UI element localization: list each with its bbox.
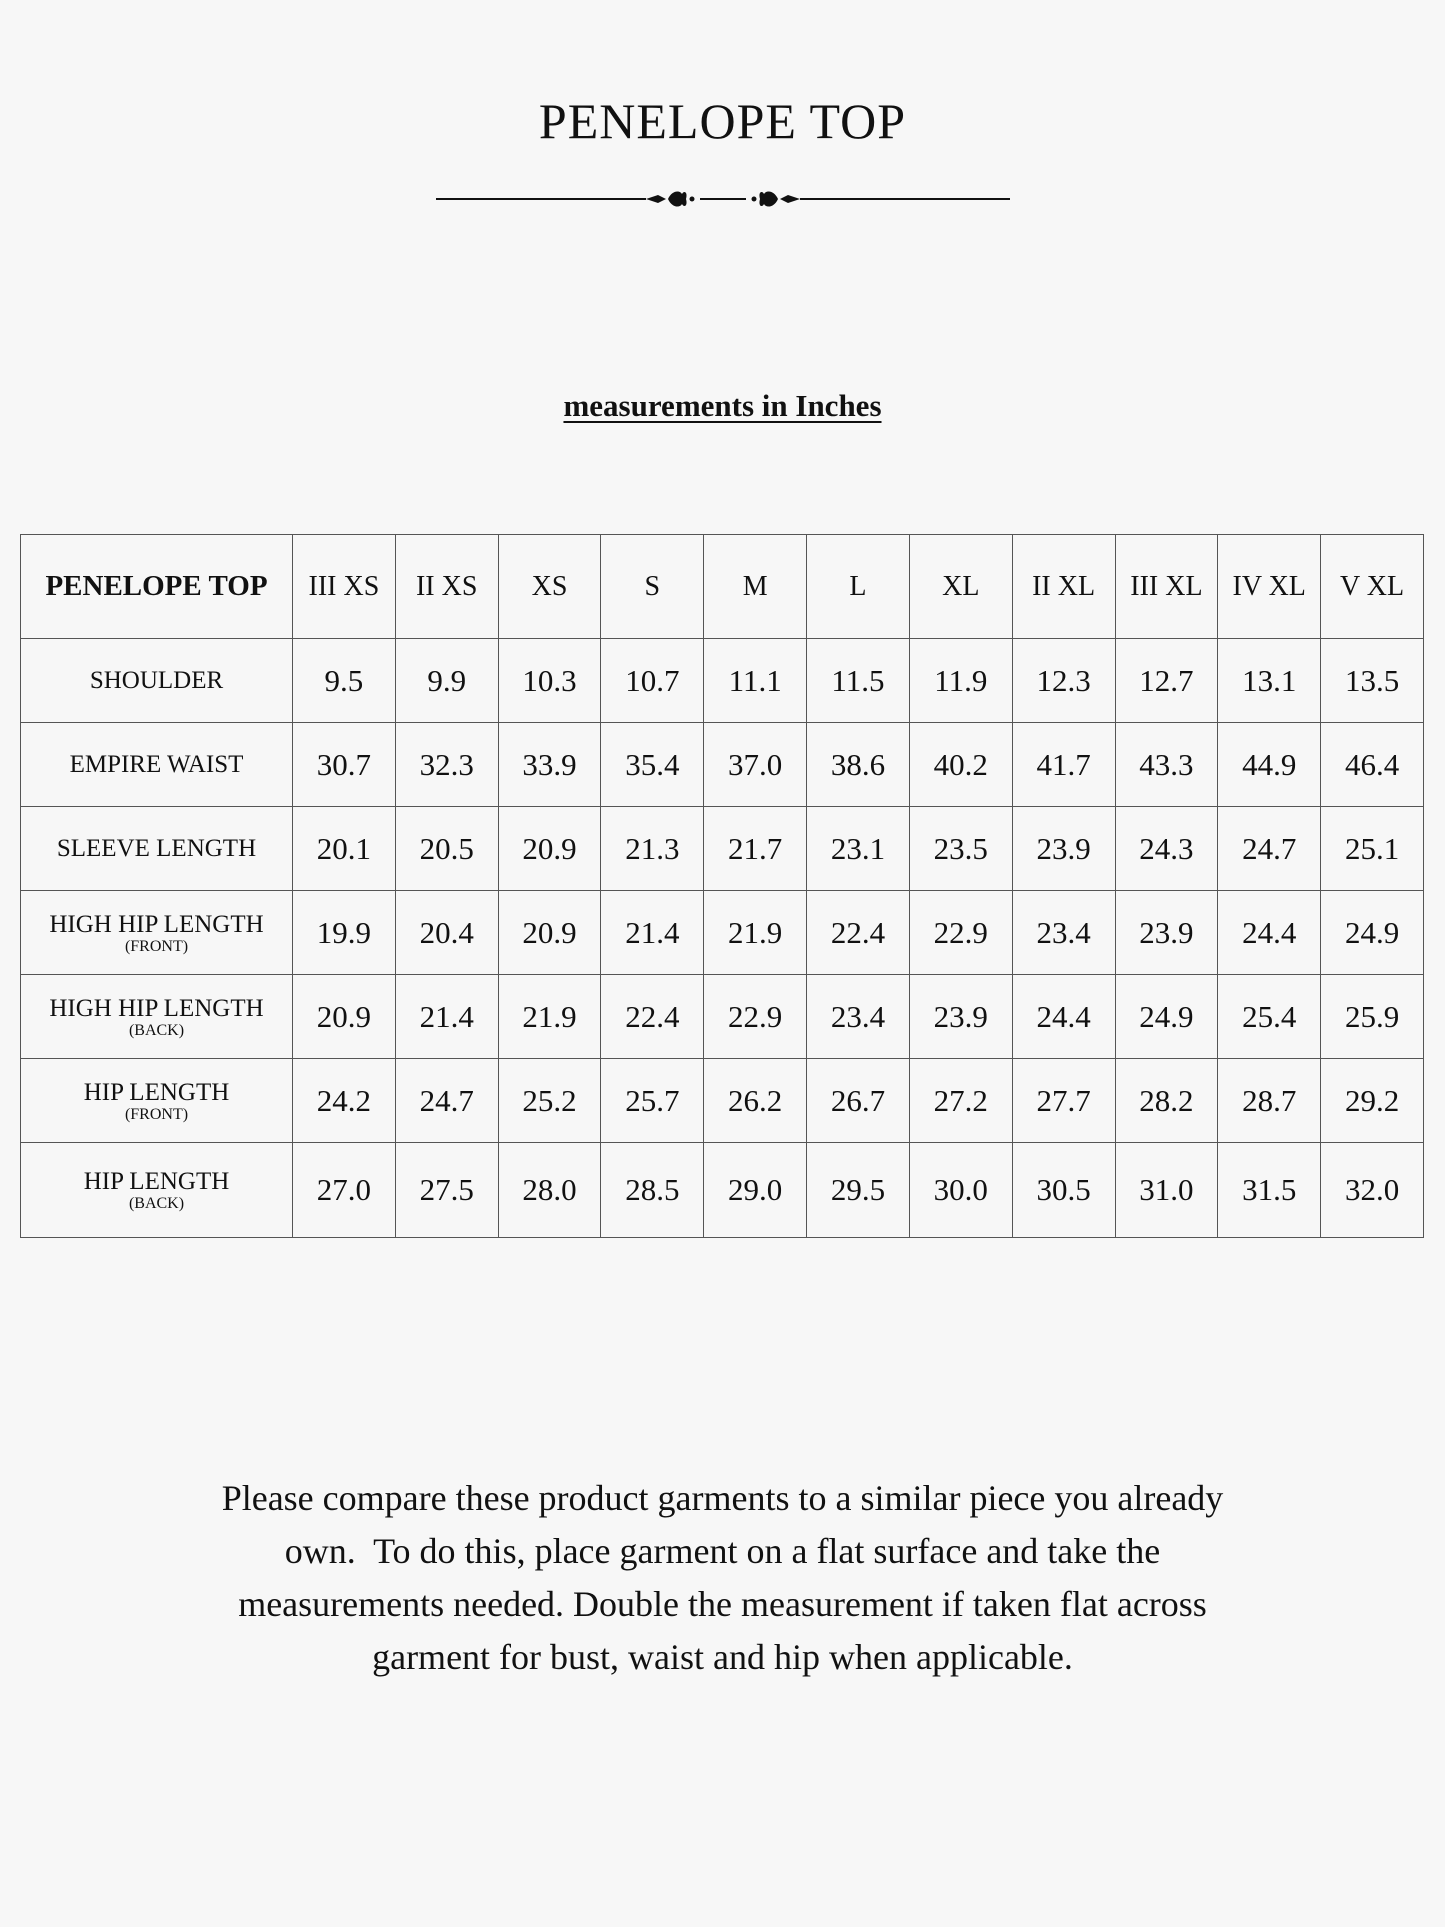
- note-line: garment for bust, waist and hip when applicable.: [372, 1637, 1073, 1677]
- table-cell: 25.1: [1321, 807, 1424, 891]
- table-cell: 13.1: [1218, 639, 1321, 723]
- table-cell: 23.1: [807, 807, 910, 891]
- table-corner-label: PENELOPE TOP: [21, 535, 293, 639]
- table-cell: 24.4: [1012, 975, 1115, 1059]
- table-cell: 24.7: [395, 1059, 498, 1143]
- row-label-text: HIP LENGTH: [83, 1078, 230, 1106]
- table-row: [21, 1059, 1424, 1143]
- table-cell: 28.7: [1218, 1059, 1321, 1143]
- row-label: [21, 723, 293, 807]
- table-cell: 20.9: [293, 975, 396, 1059]
- table-cell: 25.7: [601, 1059, 704, 1143]
- table-cell: 9.5: [293, 639, 396, 723]
- table-cell: 11.1: [704, 639, 807, 723]
- table-cell: 27.0: [293, 1143, 396, 1238]
- size-header: III XS: [293, 535, 396, 639]
- table-cell: 26.7: [807, 1059, 910, 1143]
- table-cell: 22.4: [601, 975, 704, 1059]
- table-row: [21, 891, 1424, 975]
- table-cell: 25.2: [498, 1059, 601, 1143]
- table-cell: 20.5: [395, 807, 498, 891]
- table-cell: 21.9: [704, 891, 807, 975]
- table-cell: 31.0: [1115, 1143, 1218, 1238]
- row-label: [21, 1059, 293, 1143]
- size-header: XS: [498, 535, 601, 639]
- table-cell: 41.7: [1012, 723, 1115, 807]
- size-header: II XS: [395, 535, 498, 639]
- row-label-sub: (BACK): [128, 1195, 185, 1212]
- table-cell: 20.4: [395, 891, 498, 975]
- table-cell: 22.9: [704, 975, 807, 1059]
- table-row: [21, 639, 1424, 723]
- table-cell: 25.4: [1218, 975, 1321, 1059]
- comparison-note: [100, 1472, 1345, 1684]
- table-cell: 23.9: [1115, 891, 1218, 975]
- table-cell: 27.2: [909, 1059, 1012, 1143]
- size-header: L: [807, 535, 910, 639]
- table-cell: 25.9: [1321, 975, 1424, 1059]
- note-line: measurements needed. Double the measurement if taken flat across: [238, 1584, 1207, 1624]
- table-cell: 24.9: [1115, 975, 1218, 1059]
- table-cell: 28.2: [1115, 1059, 1218, 1143]
- size-header: II XL: [1012, 535, 1115, 639]
- table-cell: 21.7: [704, 807, 807, 891]
- table-cell: 28.5: [601, 1143, 704, 1238]
- table-cell: 32.0: [1321, 1143, 1424, 1238]
- table-cell: 22.4: [807, 891, 910, 975]
- table-cell: 21.4: [601, 891, 704, 975]
- table-row: [21, 975, 1424, 1059]
- table-cell: 11.5: [807, 639, 910, 723]
- size-header: XL: [909, 535, 1012, 639]
- table-cell: 29.0: [704, 1143, 807, 1238]
- table-cell: 30.5: [1012, 1143, 1115, 1238]
- size-header: M: [704, 535, 807, 639]
- table-cell: 32.3: [395, 723, 498, 807]
- table-cell: 20.1: [293, 807, 396, 891]
- row-label-sub: (FRONT): [124, 937, 189, 955]
- units-subtitle: measurements in Inches: [563, 388, 882, 423]
- table-cell: 28.0: [498, 1143, 601, 1238]
- table-cell: 22.9: [909, 891, 1012, 975]
- table-row: [21, 1143, 1424, 1238]
- table-cell: 10.7: [601, 639, 704, 723]
- table-cell: 30.0: [909, 1143, 1012, 1238]
- table-cell: 23.5: [909, 807, 1012, 891]
- table-cell: 23.4: [1012, 891, 1115, 975]
- table-cell: 24.7: [1218, 807, 1321, 891]
- row-label: [21, 891, 293, 975]
- table-cell: 30.7: [293, 723, 396, 807]
- row-label-sub: (BACK): [128, 1021, 185, 1039]
- row-label: [21, 639, 293, 723]
- row-label: [21, 1143, 293, 1238]
- row-label-text: HIP LENGTH: [83, 1168, 230, 1195]
- table-row: [21, 807, 1424, 891]
- table-cell: 37.0: [704, 723, 807, 807]
- size-chart-table: [20, 534, 1424, 1238]
- table-row: [21, 723, 1424, 807]
- row-label-text: HIGH HIP LENGTH: [49, 910, 264, 938]
- table-cell: 26.2: [704, 1059, 807, 1143]
- table-cell: 24.4: [1218, 891, 1321, 975]
- table-cell: 33.9: [498, 723, 601, 807]
- size-header: IV XL: [1218, 535, 1321, 639]
- table-cell: 44.9: [1218, 723, 1321, 807]
- size-header: V XL: [1321, 535, 1424, 639]
- table-cell: 29.2: [1321, 1059, 1424, 1143]
- table-cell: 10.3: [498, 639, 601, 723]
- table-cell: 12.7: [1115, 639, 1218, 723]
- row-label-text: SHOULDER: [89, 666, 224, 694]
- size-header: S: [601, 535, 704, 639]
- row-label-text: EMPIRE WAIST: [69, 750, 244, 778]
- table-cell: 35.4: [601, 723, 704, 807]
- table-cell: 46.4: [1321, 723, 1424, 807]
- row-label-text: SLEEVE LENGTH: [56, 834, 257, 862]
- table-cell: 13.5: [1321, 639, 1424, 723]
- table-cell: 21.3: [601, 807, 704, 891]
- row-label-text: HIGH HIP LENGTH: [49, 994, 264, 1022]
- table-cell: 19.9: [293, 891, 396, 975]
- table-cell: 21.9: [498, 975, 601, 1059]
- table-cell: 21.4: [395, 975, 498, 1059]
- size-header: III XL: [1115, 535, 1218, 639]
- table-cell: 27.5: [395, 1143, 498, 1238]
- table-cell: 12.3: [1012, 639, 1115, 723]
- table-cell: 24.2: [293, 1059, 396, 1143]
- table-cell: 27.7: [1012, 1059, 1115, 1143]
- table-cell: 40.2: [909, 723, 1012, 807]
- table-header-row: [21, 535, 1424, 639]
- table-cell: 20.9: [498, 891, 601, 975]
- table-cell: 31.5: [1218, 1143, 1321, 1238]
- row-label: [21, 807, 293, 891]
- table-cell: 38.6: [807, 723, 910, 807]
- note-line: own. To do this, place garment on a flat surface and take the: [284, 1531, 1161, 1571]
- note-line: Please compare these product garments to a similar piece you already: [221, 1478, 1224, 1518]
- row-label: [21, 975, 293, 1059]
- table-cell: 20.9: [498, 807, 601, 891]
- ornamental-divider-icon: [436, 184, 1010, 214]
- table-cell: 43.3: [1115, 723, 1218, 807]
- table-cell: 23.9: [1012, 807, 1115, 891]
- page-title: PENELOPE TOP: [538, 93, 907, 149]
- table-cell: 9.9: [395, 639, 498, 723]
- table-cell: 29.5: [807, 1143, 910, 1238]
- table-cell: 23.9: [909, 975, 1012, 1059]
- table-cell: 24.9: [1321, 891, 1424, 975]
- row-label-sub: (FRONT): [124, 1105, 189, 1123]
- table-cell: 11.9: [909, 639, 1012, 723]
- table-cell: 24.3: [1115, 807, 1218, 891]
- table-cell: 23.4: [807, 975, 910, 1059]
